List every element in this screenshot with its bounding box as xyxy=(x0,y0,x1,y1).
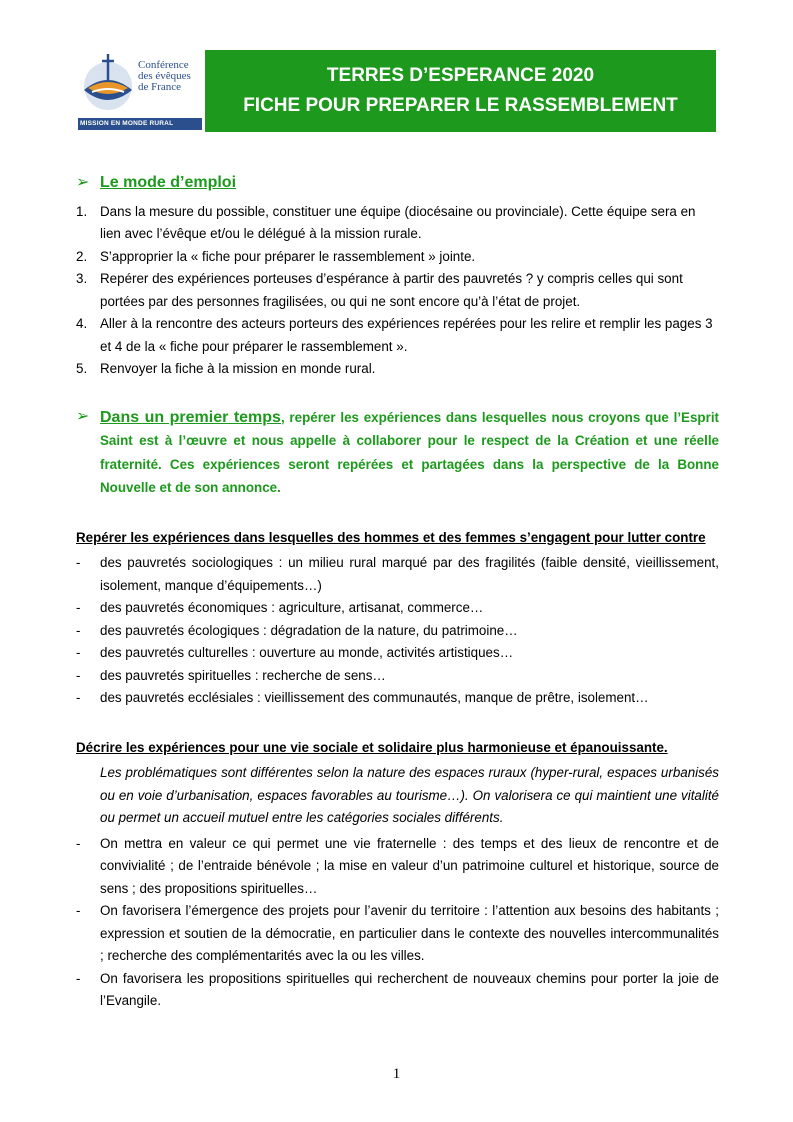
logo-text xyxy=(138,60,191,93)
list-text: Repérer des expériences porteuses d’espérance à partir des pauvretés ? y compris celles qui sont portées par des personnes fragilisées, ou qui ne sont encore qu’à l’état de projet. xyxy=(100,271,683,309)
list-item: - On mettra en valeur ce qui permet une vie fraternelle : des temps et des lieux de rencontre et de convivialité ; de l’entraide bénévole ; la mise en valeur d’un patrimoine culturel et historique, source de sens ; des propositions spirituelles… xyxy=(76,833,719,901)
list-item: - des pauvretés spirituelles : recherche de sens… xyxy=(76,665,719,688)
list-text: des pauvretés sociologiques : un milieu rural marqué par des fragilités (faible densité, vieillissement, isolement, manque d’équipements…) xyxy=(100,555,719,593)
title-banner xyxy=(205,50,716,132)
list-text: On favorisera les propositions spirituelles qui recherchent de nouveaux chemins pour porter la joie de l’Evangile. xyxy=(100,970,719,1008)
list-number: 3. xyxy=(76,271,88,286)
list-item: - des pauvretés écologiques : dégradation de la nature, du patrimoine… xyxy=(76,620,719,643)
page-number: 1 xyxy=(392,1066,401,1082)
list-text: On mettra en valeur ce qui permet une vie fraternelle : des temps et des lieux de rencontre et de convivialité ; de l’entraide bénévole ; la mise en valeur d’un patrimoine culturel et historique, source de sens ; des propositions spirituelles… xyxy=(100,835,719,896)
title-line-1: TERRES D’ESPERANCE 2020 xyxy=(326,65,595,86)
list-text: Renvoyer la fiche à la mission en monde rural. xyxy=(100,361,376,376)
list-text: S’approprier la « fiche pour préparer le rassemblement » jointe. xyxy=(100,248,476,264)
title-line-2: FICHE POUR PREPARER LE RASSEMBLEMENT xyxy=(243,95,678,116)
list-text: des pauvretés économiques : agriculture, artisanat, commerce… xyxy=(100,600,484,615)
subheading-reperer: Repérer les expériences dans lesquelles des hommes et des femmes s’engagent pour lutter contre xyxy=(76,529,706,545)
list-text: Dans la mesure du possible, constituer une équipe (diocésaine ou provinciale). Cette équipe sera en lien avec l’évêque et/ou le délégué à la mission rurale. xyxy=(100,203,696,241)
section-mode-emploi xyxy=(76,172,719,195)
list-number: 4. xyxy=(76,316,88,331)
list-number: 5. xyxy=(76,361,88,376)
section-heading: Le mode d’emploi xyxy=(100,174,237,191)
poverty-list xyxy=(76,552,719,710)
list-item xyxy=(76,313,719,358)
section-premier-temps xyxy=(76,406,719,500)
section-text: , repérer les expériences dans lesquelles nous croyons que l’Esprit Saint est à l’œuvre et nous appelle à collaborer pour le respect de la Création et une réelle fraternité. Ces expériences seront repérées et partagées dans la perspective de la Bonne Nouvelle et de son annonce. xyxy=(100,409,719,495)
proposals-list xyxy=(76,833,719,1013)
list-number: 2. xyxy=(76,248,88,264)
list-text: Aller à la rencontre des acteurs porteurs des expériences repérées pour les relire et remplir les pages 3 et 4 de la « fiche pour préparer le rassemblement ». xyxy=(100,316,713,354)
list-text: On favorisera l’émergence des projets pour l’avenir du territoire : l’attention aux besoins des habitants ; expression et soutien de la démocratie, en particulier dans le contexte des nouvelles intercommunalités ; recherche des complémentarités avec la ou les villes. xyxy=(100,903,719,963)
logo-emblem-icon xyxy=(78,52,138,116)
list-text: des pauvretés culturelles : ouverture au monde, activités artistiques… xyxy=(100,645,514,660)
list-item xyxy=(76,246,719,269)
logo-line: Conférence xyxy=(138,59,189,71)
list-item: - des pauvretés ecclésiales : vieillissement des communautés, manque de prêtre, isolement… xyxy=(76,687,719,710)
logo-bar: MISSION EN MONDE RURAL xyxy=(78,118,202,130)
section-paragraph xyxy=(100,406,719,500)
section-lead: Dans un premier temps xyxy=(100,408,281,426)
list-text: des pauvretés spirituelles : recherche de sens… xyxy=(100,667,386,683)
list-item: - On favorisera l’émergence des projets pour l’avenir du territoire : l’attention aux besoins des habitants ; expression et soutien de la démocratie, en particulier dans le contexte des nouvelles intercommunalités ; recherche des complémentarités avec la ou les villes. xyxy=(76,900,719,968)
list-number: 1. xyxy=(76,203,88,219)
list-text: des pauvretés écologiques : dégradation de la nature, du patrimoine… xyxy=(100,622,518,638)
logo xyxy=(76,50,204,132)
subheading-decrire: Décrire les expériences pour une vie sociale et solidaire plus harmonieuse et épanouissante. xyxy=(76,739,668,755)
list-item xyxy=(76,201,719,246)
intro-paragraph: Les problématiques sont différentes selon la nature des espaces ruraux (hyper-rural, espaces urbanisés ou en voie d’urbanisation, espaces favorables au tourisme…). On valorisera ce qui maintient une vitalité ou permet un accueil mutuel entre les catégories sociales différents. xyxy=(100,765,719,825)
logo-line: de France xyxy=(138,81,182,93)
list-item: - des pauvretés culturelles : ouverture au monde, activités artistiques… xyxy=(76,642,719,665)
list-item xyxy=(76,268,719,313)
list-item: - On favorisera les propositions spirituelles qui recherchent de nouveaux chemins pour porter la joie de l’Evangile. xyxy=(76,968,719,1013)
list-item: - des pauvretés sociologiques : un milieu rural marqué par des fragilités (faible densité, vieillissement, isolement, manque d’équipements…) xyxy=(76,552,719,597)
page-header xyxy=(76,50,716,132)
list-item xyxy=(76,358,719,381)
arrow-bullet-icon: ➢ xyxy=(76,174,90,191)
logo-line: des évêques xyxy=(138,70,191,82)
arrow-bullet-icon: ➢ xyxy=(76,407,90,425)
list-text: des pauvretés ecclésiales : vieillissement des communautés, manque de prêtre, isolement… xyxy=(100,690,649,705)
steps-list xyxy=(76,201,719,381)
list-item: - des pauvretés économiques : agriculture, artisanat, commerce… xyxy=(76,597,719,620)
document-body xyxy=(76,172,719,1013)
